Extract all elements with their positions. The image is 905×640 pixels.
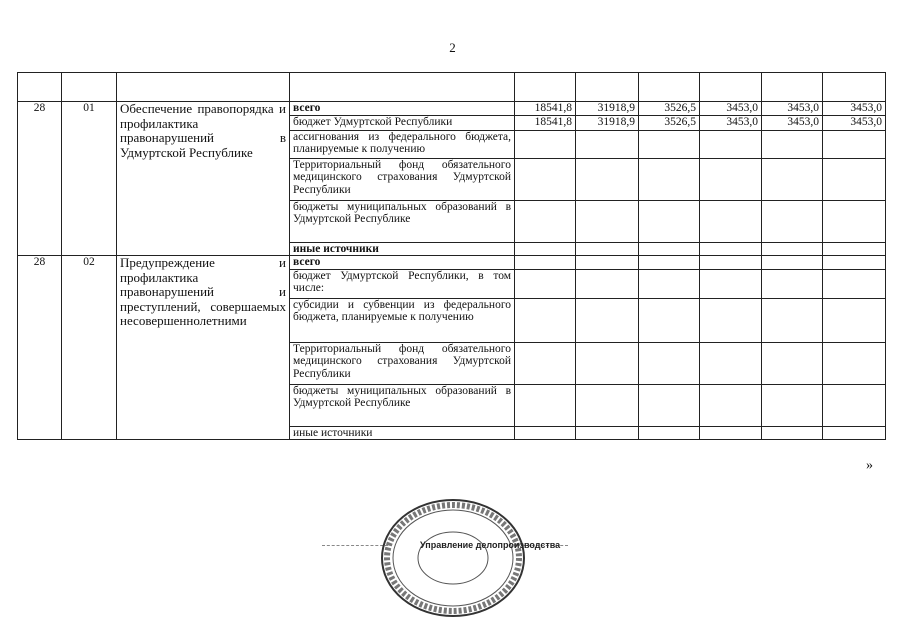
row-code-1: 28 xyxy=(18,256,62,440)
funding-value xyxy=(700,342,762,384)
funding-value xyxy=(515,242,576,256)
funding-value: 3453,0 xyxy=(762,115,823,130)
funding-value xyxy=(700,200,762,242)
activity-name: Предупреждение и профилактика правонарушений и преступлений, совершаемых несовершеннолетними xyxy=(117,256,290,440)
funding-value xyxy=(700,256,762,270)
funding-source: иные источники xyxy=(290,426,515,440)
funding-value xyxy=(576,342,639,384)
funding-value xyxy=(823,269,886,298)
funding-value xyxy=(576,256,639,270)
funding-source: иные источники xyxy=(290,242,515,256)
funding-value xyxy=(700,426,762,440)
funding-value xyxy=(515,342,576,384)
funding-value xyxy=(700,242,762,256)
funding-value xyxy=(823,384,886,426)
table-row xyxy=(18,256,886,270)
funding-value xyxy=(576,298,639,342)
funding-value: 31918,9 xyxy=(576,102,639,116)
stamp-label: Управление делопроизводства xyxy=(420,540,561,550)
closing-quote: » xyxy=(866,458,873,473)
funding-value xyxy=(576,158,639,200)
funding-value xyxy=(762,269,823,298)
funding-value xyxy=(823,426,886,440)
activity-name: Обеспечение правопорядка и профилактика правонарушений в Удмуртской Республике xyxy=(117,102,290,256)
funding-source: ассигнования из федерального бюджета, планируемые к получению xyxy=(290,130,515,158)
funding-value xyxy=(700,158,762,200)
funding-value xyxy=(515,130,576,158)
funding-value xyxy=(762,158,823,200)
funding-source: Территориальный фонд обязательного медицинского страхования Удмуртской Республики xyxy=(290,342,515,384)
funding-value: 3453,0 xyxy=(823,115,886,130)
funding-value xyxy=(762,426,823,440)
funding-value xyxy=(639,130,700,158)
funding-value xyxy=(700,384,762,426)
funding-value xyxy=(762,130,823,158)
funding-value xyxy=(823,242,886,256)
funding-value: 18541,8 xyxy=(515,115,576,130)
funding-value xyxy=(515,269,576,298)
funding-value: 31918,9 xyxy=(576,115,639,130)
funding-value xyxy=(639,384,700,426)
funding-source: бюджет Удмуртской Республики, в том числе: xyxy=(290,269,515,298)
funding-value xyxy=(576,269,639,298)
funding-value: 18541,8 xyxy=(515,102,576,116)
funding-value xyxy=(639,269,700,298)
funding-value: 3453,0 xyxy=(823,102,886,116)
row-code-2: 01 xyxy=(62,102,117,256)
funding-value xyxy=(823,130,886,158)
table-header-row xyxy=(18,73,886,102)
funding-value xyxy=(823,342,886,384)
funding-value xyxy=(762,342,823,384)
funding-value xyxy=(639,426,700,440)
funding-value xyxy=(823,256,886,270)
funding-value xyxy=(639,298,700,342)
funding-value xyxy=(515,158,576,200)
funding-source: Территориальный фонд обязательного медицинского страхования Удмуртской Республики xyxy=(290,158,515,200)
round-stamp xyxy=(378,496,528,620)
funding-value xyxy=(762,384,823,426)
funding-value: 3526,5 xyxy=(639,102,700,116)
funding-source: всего xyxy=(290,256,515,270)
funding-source: всего xyxy=(290,102,515,116)
funding-value xyxy=(515,384,576,426)
funding-value xyxy=(762,298,823,342)
funding-value xyxy=(576,426,639,440)
funding-value xyxy=(639,158,700,200)
funding-source: бюджет Удмуртской Республики xyxy=(290,115,515,130)
funding-value: 3526,5 xyxy=(639,115,700,130)
funding-source: субсидии и субвенции из федерального бюджета, планируемые к получению xyxy=(290,298,515,342)
funding-value xyxy=(639,200,700,242)
budget-table xyxy=(17,72,886,440)
funding-value xyxy=(762,256,823,270)
funding-value xyxy=(639,342,700,384)
funding-value xyxy=(700,269,762,298)
funding-value xyxy=(762,242,823,256)
funding-value xyxy=(639,242,700,256)
funding-value xyxy=(515,298,576,342)
funding-value xyxy=(576,130,639,158)
row-code-2: 02 xyxy=(62,256,117,440)
funding-value xyxy=(576,200,639,242)
row-code-1: 28 xyxy=(18,102,62,256)
funding-value: 3453,0 xyxy=(700,102,762,116)
funding-value: 3453,0 xyxy=(700,115,762,130)
funding-value xyxy=(515,426,576,440)
funding-source: бюджеты муниципальных образований в Удмуртской Республике xyxy=(290,384,515,426)
page-number: 2 xyxy=(449,40,456,55)
funding-value xyxy=(823,200,886,242)
table-row xyxy=(18,102,886,116)
funding-value xyxy=(823,158,886,200)
funding-value xyxy=(823,298,886,342)
funding-value xyxy=(515,256,576,270)
funding-value xyxy=(576,384,639,426)
funding-value xyxy=(576,242,639,256)
funding-value xyxy=(762,200,823,242)
funding-value xyxy=(700,130,762,158)
funding-source: бюджеты муниципальных образований в Удмуртской Республике xyxy=(290,200,515,242)
funding-value xyxy=(700,298,762,342)
funding-value xyxy=(639,256,700,270)
funding-value: 3453,0 xyxy=(762,102,823,116)
funding-value xyxy=(515,200,576,242)
